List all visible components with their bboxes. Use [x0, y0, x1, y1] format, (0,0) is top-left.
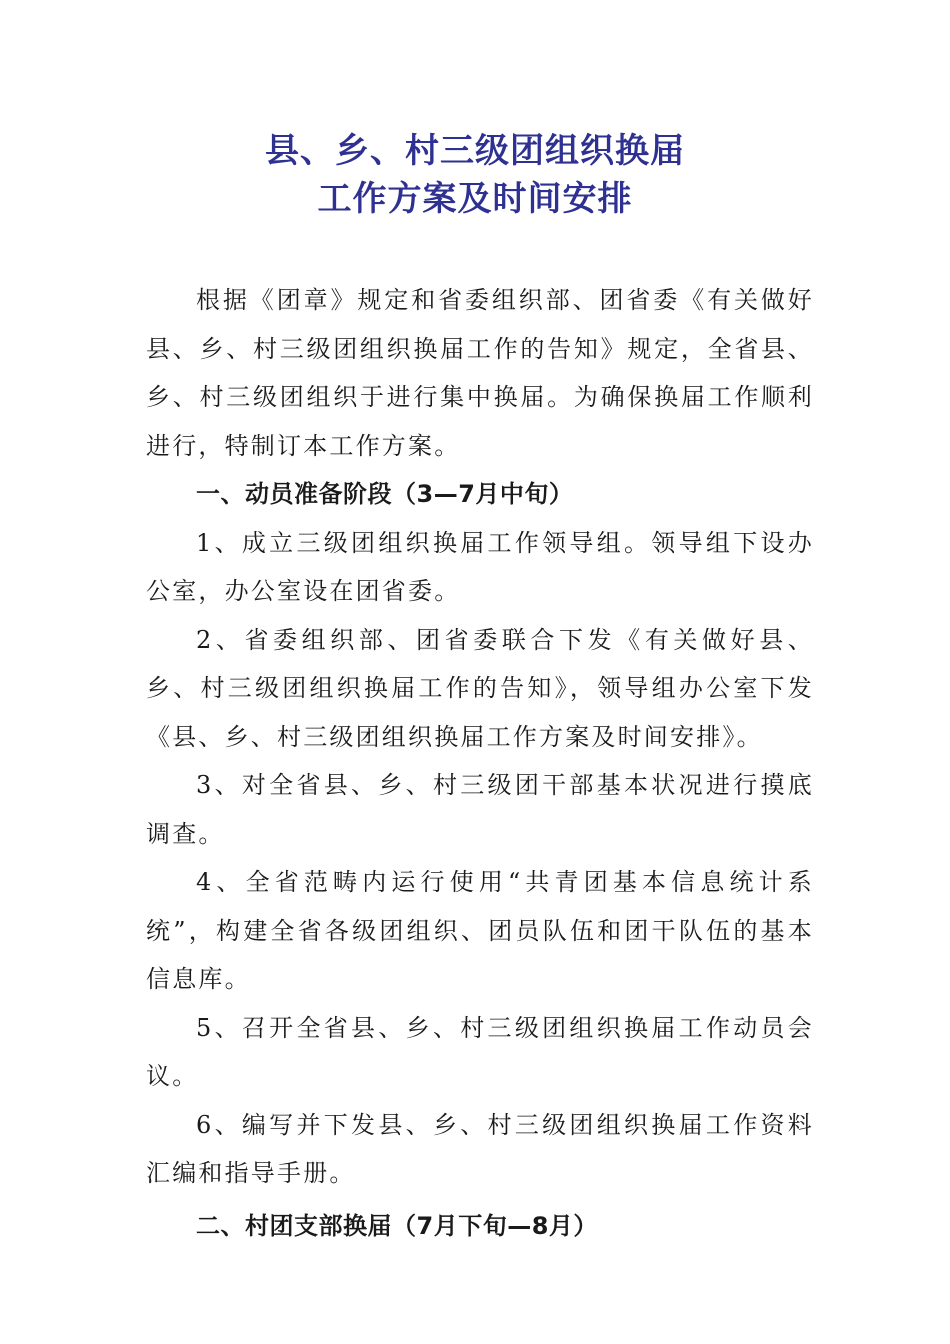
section-1-item-4: 4、全省范畴内运行使用“共青团基本信息统计系统”，构建全省各级团组织、团员队伍和团干队伍的基本信息库。 [146, 868, 814, 993]
section-1-item-5: 5、召开全省县、乡、村三级团组织换届工作动员会议。 [146, 1013, 814, 1090]
section-1-item-3: 3、对全省县、乡、村三级团干部基本状况进行摸底调查。 [146, 771, 814, 848]
document-title-line-1: 县、乡、村三级团组织换届 [265, 131, 685, 171]
intro-paragraph: 根据《团章》规定和省委组织部、团省委《有关做好县、乡、村三级团组织换届工作的告知》规定，全省县、乡、村三级团组织于进行集中换届。为确保换届工作顺利进行，特制订本工作方案。 [146, 286, 814, 460]
section-1-item-1: 1、成立三级团组织换届工作领导组。领导组下设办公室，办公室设在团省委。 [146, 528, 814, 605]
section-1-item-6: 6、编写并下发县、乡、村三级团组织换届工作资料汇编和指导手册。 [146, 1110, 814, 1187]
document-title-line-2: 工作方案及时间安排 [317, 179, 633, 219]
document-body [146, 276, 814, 1250]
section-2-heading: 二、村团支部换届（7月下旬—8月） [196, 1211, 598, 1240]
section-1-heading: 一、动员准备阶段（3—7月中旬） [196, 480, 574, 508]
section-1-item-2: 2、省委组织部、团省委联合下发《有关做好县、乡、村三级团组织换届工作的告知》，领导组办公室下发《县、乡、村三级团组织换届工作方案及时间安排》。 [146, 625, 814, 751]
